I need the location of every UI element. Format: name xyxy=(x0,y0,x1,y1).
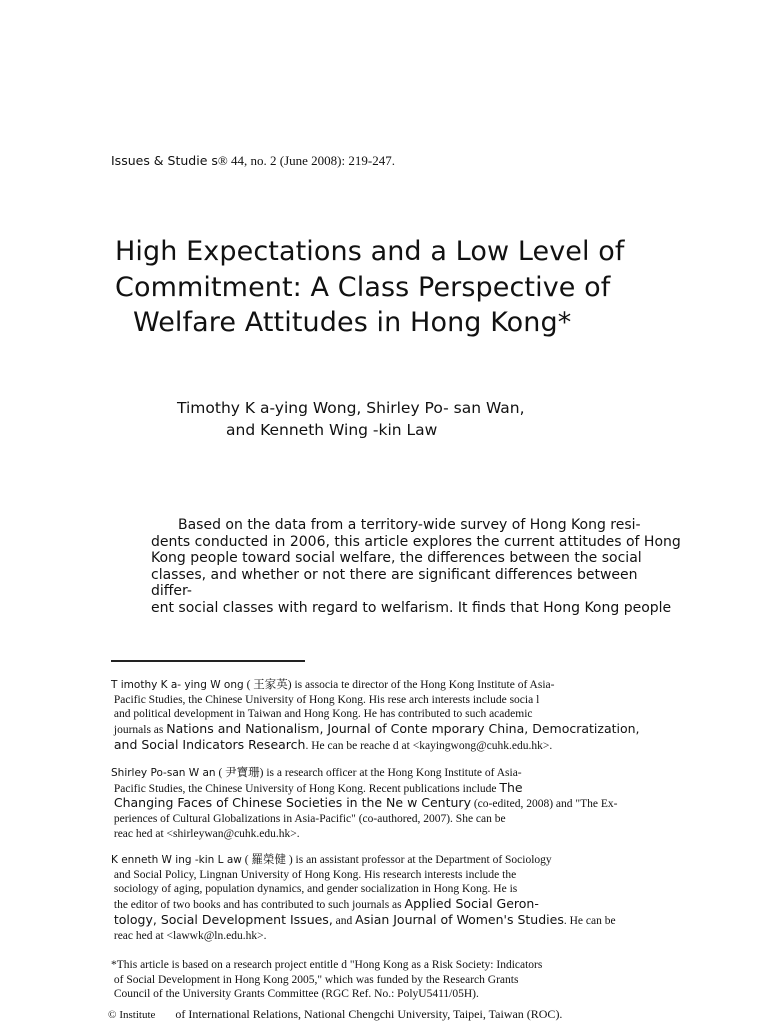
abstract-line: ent social classes with regard to welfarism. It finds that Hong Kong people xyxy=(151,600,672,616)
footnote-text: Council of the University Grants Committee (RGC Ref. No.: PolyU5411/05H). xyxy=(113,988,479,1001)
footnote-text: Pacific Studies, the Chinese University of Hong Kong. His rese arch interests include socia l xyxy=(113,693,540,706)
author-chinese-name: ( 王家英) xyxy=(246,679,292,691)
journal-volume-info: ® 44, no. 2 (June 2008): 219-247. xyxy=(217,153,395,168)
author-chinese-name: ( 尹寶珊) xyxy=(218,767,264,779)
abstract-line: Kong people toward social welfare, the differences between the social xyxy=(151,550,642,566)
footnote-text: *This article is based on a research project entitle d "Hong Kong as a Risk Society: Indicators xyxy=(111,959,543,971)
publication-title: The xyxy=(499,779,523,795)
author-name: K enneth W ing -kin L aw xyxy=(111,854,242,866)
author-name: T imothy K a- ying W ong xyxy=(111,679,244,691)
abstract-line: Based on the data from a territory-wide survey of Hong Kong resi- xyxy=(178,517,641,533)
footnote-text: is a research officer at the Hong Kong Institute of Asia- xyxy=(263,767,522,779)
journal-citation xyxy=(111,153,395,169)
footnote-text: reac hed at <shirleywan@cuhk.edu.hk>. xyxy=(113,827,300,840)
copyright-symbol: © xyxy=(108,1009,117,1021)
footnote-text: and xyxy=(332,914,356,927)
publication-title: Changing Faces of Chinese Societies in the Ne w Century xyxy=(113,795,471,811)
author-chinese-name: ( 羅榮健 ) xyxy=(244,854,293,866)
article-title-line-1: High Expectations and a Low Level of xyxy=(115,236,625,267)
article-title-line-3: Welfare Attitudes in Hong Kong* xyxy=(133,307,572,338)
footnote-text: periences of Cultural Globalizations in Asia-Pacific" (co-authored, 2007). She can be xyxy=(113,813,506,826)
journal-titles: Nations and Nationalism, Journal of Conte mporary China, Democratization, xyxy=(166,721,640,737)
footnote-text: journals as xyxy=(113,724,167,737)
authors-line-2: and Kenneth Wing -kin Law xyxy=(226,421,438,439)
copyright-line xyxy=(108,1007,562,1022)
footnote-text: of Social Development in Hong Kong 2005," which was funded by the Research Grants xyxy=(113,973,519,986)
journal-titles: and Social Indicators Research xyxy=(113,736,306,752)
footnote-text: Pacific Studies, the Chinese University of Hong Kong. Recent publications include xyxy=(113,782,500,795)
journal-titles: Asian Journal of Women's Studies xyxy=(355,911,564,927)
footnote-text: (co-edited, 2008) and "The Ex- xyxy=(470,798,618,811)
footnote-wong xyxy=(111,678,640,754)
footnote-text: and Social Policy, Lingnan University of Hong Kong. His research interests include the xyxy=(113,868,517,881)
footnote-text: is an assistant professor at the Department of Sociology xyxy=(292,854,552,866)
footnote-wan xyxy=(111,766,617,842)
footnote-text: the editor of two books and has contributed to such journals as xyxy=(113,899,405,912)
footnote-text: reac hed at <lawwk@ln.edu.hk>. xyxy=(113,929,267,942)
footnote-project xyxy=(111,958,542,1002)
footnote-text: and political development in Taiwan and Hong Kong. He has contributed to such academic xyxy=(113,708,533,721)
footnote-separator xyxy=(111,660,305,662)
journal-titles: tology, Social Development Issues, xyxy=(113,911,333,927)
footnote-text: is associa te director of the Hong Kong Institute of Asia- xyxy=(291,679,555,691)
abstract-line: dents conducted in 2006, this article explores the current attitudes of Hong xyxy=(151,534,681,550)
copyright-text: of International Relations, National Chengchi University, Taipei, Taiwan (ROC). xyxy=(175,1007,563,1021)
author-name: Shirley Po-san W an xyxy=(111,767,216,779)
footnote-text: sociology of aging, population dynamics, and gender socialization in Hong Kong. He is xyxy=(113,883,518,896)
article-title-line-2: Commitment: A Class Perspective of xyxy=(115,272,611,303)
footnote-law xyxy=(111,853,616,943)
journal-name: Issues & Studie s xyxy=(111,153,218,168)
abstract-line: classes, and whether or not there are significant differences between xyxy=(151,567,638,583)
footnote-text: . He can be xyxy=(563,914,616,927)
authors-line-1: Timothy K a-ying Wong, Shirley Po- san Wan, xyxy=(177,399,525,417)
abstract-line: differ- xyxy=(151,583,192,599)
copyright-institute: Institute xyxy=(119,1009,156,1021)
footnote-text: . He can be reache d at <kayingwong@cuhk.edu.hk>. xyxy=(305,739,553,752)
journal-titles: Applied Social Geron- xyxy=(404,896,539,912)
